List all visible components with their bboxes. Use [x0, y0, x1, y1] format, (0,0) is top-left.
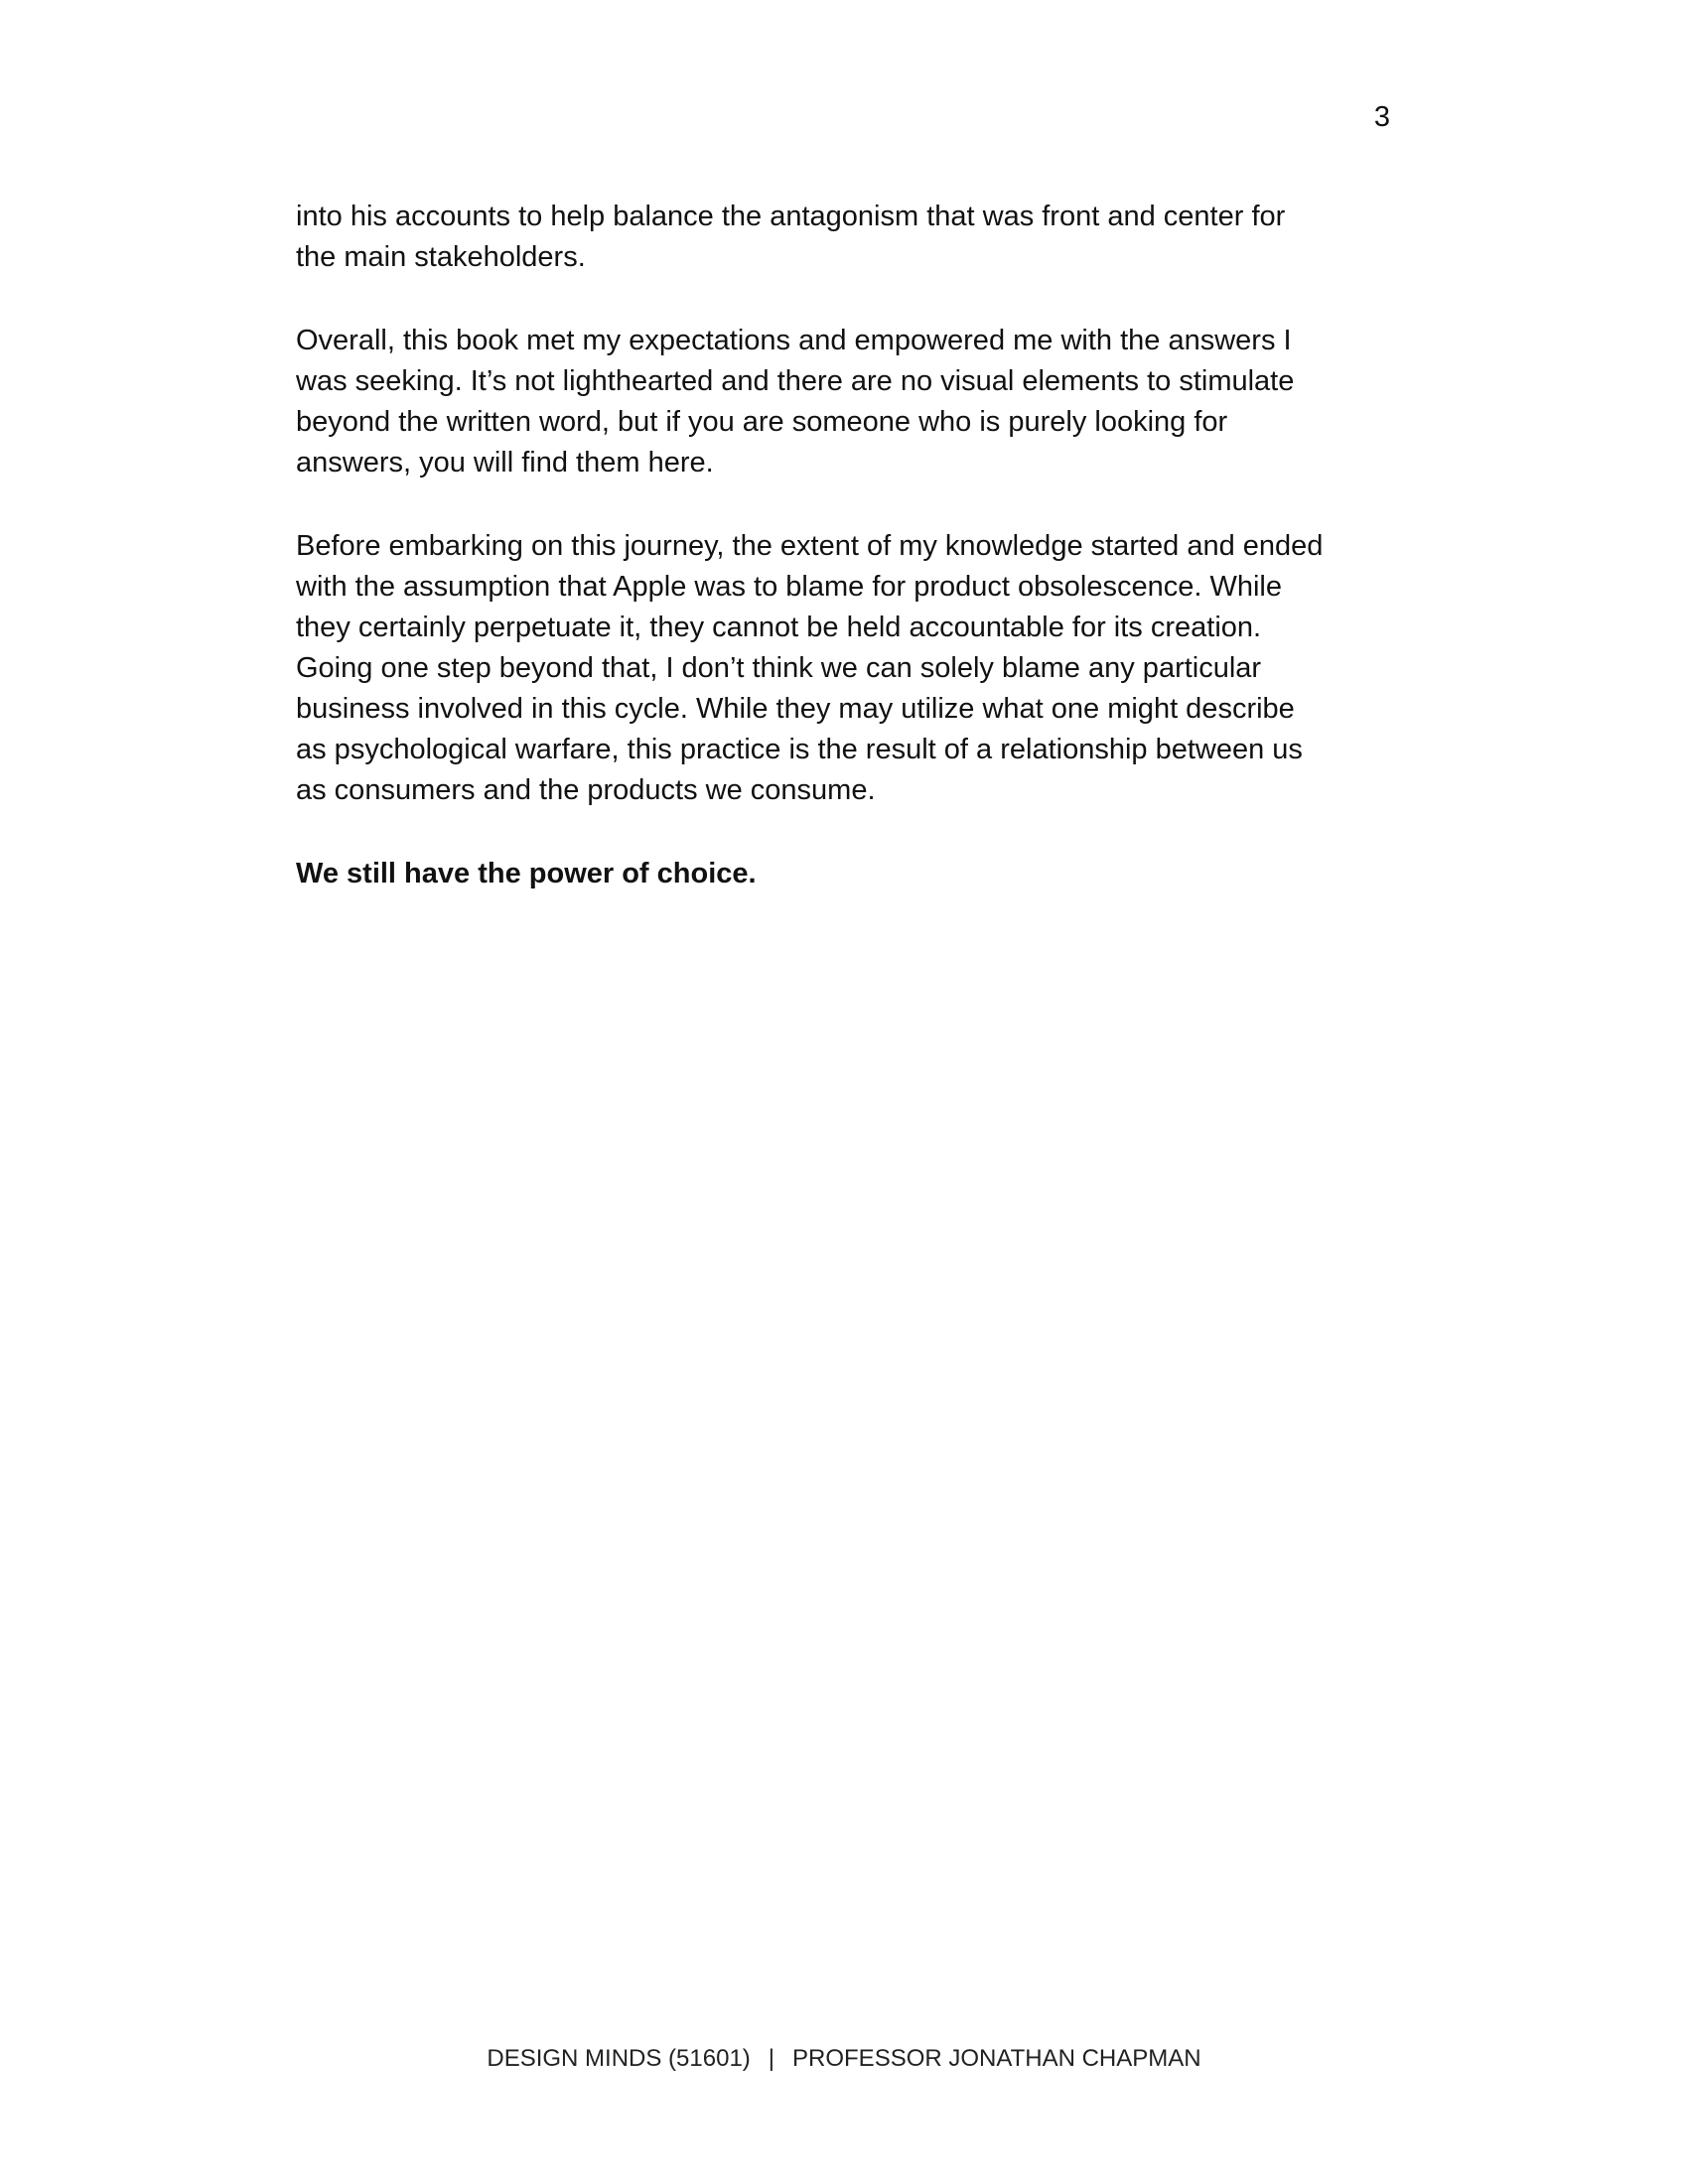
footer-professor: PROFESSOR JONATHAN CHAPMAN [792, 2045, 1201, 2072]
footer-course: DESIGN MINDS (51601) [487, 2045, 751, 2072]
paragraph-overall [296, 321, 1398, 483]
page-footer [0, 2045, 1688, 2073]
text-line: Going one step beyond that, I don’t think we can solely blame any particular [296, 652, 1262, 684]
footer-separator: | [768, 2045, 775, 2072]
paragraph-before-embarking [296, 526, 1398, 811]
text-line: We still have the power of choice. [296, 858, 757, 889]
text-line: with the assumption that Apple was to blame for product obsolescence. While [296, 571, 1282, 603]
closing-statement [296, 854, 1398, 894]
text-line: as psychological warfare, this practice is the result of a relationship between us [296, 734, 1303, 765]
text-line: answers, you will find them here. [296, 447, 714, 478]
text-line: Before embarking on this journey, the extent of my knowledge started and ended [296, 530, 1324, 562]
text-line: Overall, this book met my expectations and empowered me with the answers I [296, 325, 1292, 356]
body-text [296, 197, 1398, 894]
page-number: 3 [1373, 101, 1390, 133]
text-line: into his accounts to help balance the antagonism that was front and center for [296, 201, 1286, 232]
text-line: as consumers and the products we consume. [296, 774, 876, 806]
text-line: beyond the written word, but if you are someone who is purely looking for [296, 406, 1228, 438]
paragraph-continuation [296, 197, 1398, 278]
text-line: was seeking. It’s not lighthearted and there are no visual elements to stimulate [296, 365, 1295, 397]
text-line: business involved in this cycle. While they may utilize what one might describe [296, 693, 1295, 725]
text-line: they certainly perpetuate it, they cannot be held accountable for its creation. [296, 612, 1262, 643]
text-line: the main stakeholders. [296, 241, 586, 273]
